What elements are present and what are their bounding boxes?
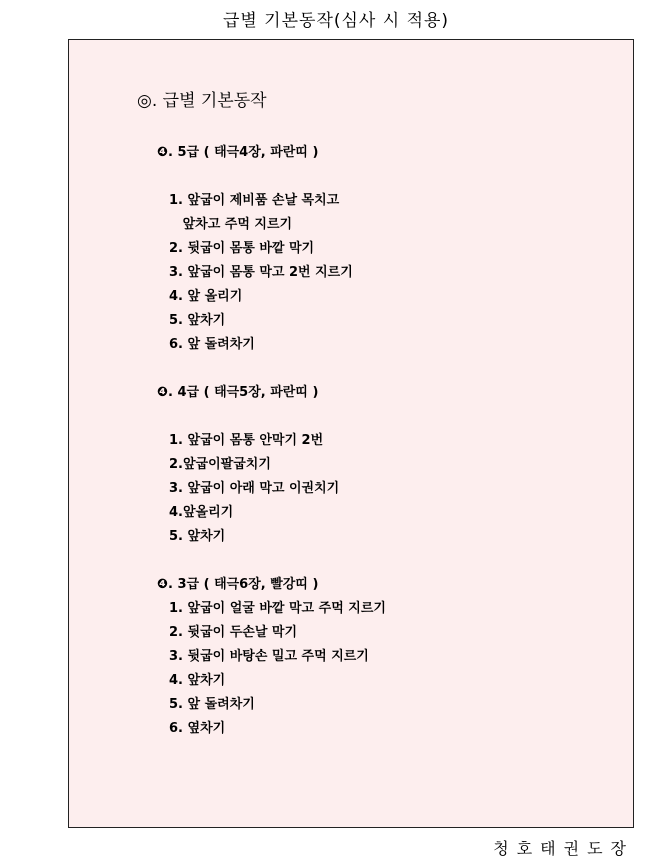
list-item: 1. 앞굽이 제비품 손날 목치고	[169, 193, 340, 208]
list-item: 5. 앞차기	[169, 313, 226, 328]
section-heading-3rd-grade: ❹. 3급 ( 태극6장, 빨강띠 )	[157, 577, 319, 592]
list-item: 3. 앞굽이 몸통 막고 2번 지르기	[169, 265, 353, 280]
page-title: 급별 기본동작(심사 시 적용)	[222, 11, 450, 31]
document-box	[68, 39, 634, 828]
footer-school-name: 청호태권도장	[493, 839, 634, 858]
list-item: 2. 뒷굽이 두손날 막기	[169, 625, 298, 640]
list-item: 3. 앞굽이 아래 막고 이권치기	[169, 481, 340, 496]
list-item: 5. 앞차기	[169, 529, 226, 544]
main-heading: ◎. 급별 기본동작	[137, 91, 267, 111]
list-item: 3. 뒷굽이 바탕손 밀고 주먹 지르기	[169, 649, 369, 664]
list-item: 4. 앞차기	[169, 673, 226, 688]
list-item: 1. 앞굽이 몸통 안막기 2번	[169, 433, 324, 448]
list-item: 6. 앞 돌려차기	[169, 337, 255, 352]
list-item: 2.앞굽이팔굽치기	[169, 457, 271, 472]
list-item: 2. 뒷굽이 몸통 바깥 막기	[169, 241, 315, 256]
section-heading-4th-grade: ❹. 4급 ( 태극5장, 파란띠 )	[157, 385, 319, 400]
list-item: 6. 옆차기	[169, 721, 226, 736]
list-item: 5. 앞 돌려차기	[169, 697, 255, 712]
list-item: 4. 앞 올리기	[169, 289, 243, 304]
list-item: 앞차고 주먹 지르기	[169, 217, 293, 232]
list-item: 1. 앞굽이 얼굴 바깥 막고 주먹 지르기	[169, 601, 386, 616]
section-heading-5th-grade: ❹. 5급 ( 태극4장, 파란띠 )	[157, 145, 319, 160]
list-item: 4.앞올리기	[169, 505, 234, 520]
